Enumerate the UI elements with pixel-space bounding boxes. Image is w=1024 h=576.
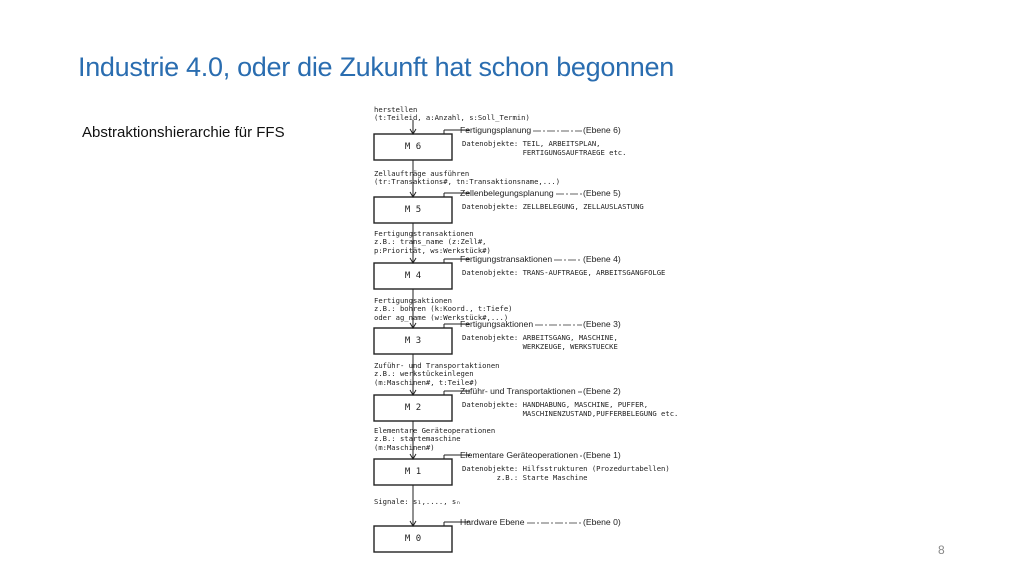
level-name: Fertigungsplanung (460, 125, 532, 135)
command-text: (m:Maschinen#) (374, 442, 435, 452)
data-objects-text: Datenobjekte: Hilfsstrukturen (Prozedurtabellen) (462, 464, 670, 473)
level-ebene: (Ebene 4) (583, 254, 621, 264)
module-box-label: M 0 (404, 534, 422, 544)
command-text: p:Priorität, ws:Werkstück#) (374, 245, 491, 255)
slide-subtitle: Abstraktionshierarchie für FFS (82, 124, 285, 141)
command-text: Elementare Geräteoperationen (374, 426, 496, 435)
module-box-label: M 4 (404, 271, 422, 281)
command-text: Fertigungsaktionen (374, 296, 452, 305)
data-objects-text: Datenobjekte: HANDHABUNG, MASCHINE, PUFFER, (462, 400, 649, 409)
command-text: Fertigungstransaktionen (374, 229, 474, 238)
command-text: herstellen (374, 105, 418, 114)
level-name: Fertigungsaktionen (460, 319, 534, 329)
data-objects-text: Datenobjekte: ARBEITSGANG, MASCHINE, (462, 333, 618, 342)
data-objects-text: WERKZEUGE, WERKSTUECKE (462, 341, 618, 351)
command-text: z.B.: trans_name (z:Zell#, (374, 237, 487, 247)
level-ebene: (Ebene 2) (583, 386, 621, 396)
command-text: Zellaufträge ausführen (374, 169, 470, 178)
data-objects-text: Datenobjekte: ZELLBELEGUNG, ZELLAUSLASTUNG (462, 202, 644, 211)
level-ebene: (Ebene 5) (583, 188, 621, 198)
page-number: 8 (938, 543, 945, 557)
level-name: Elementare Geräteoperationen (460, 450, 579, 460)
command-text: (m:Maschinen#, t:Teile#) (374, 377, 478, 387)
command-text: Signale: s₁,...., sₙ (374, 497, 461, 506)
level-name: Zuführ- und Transportaktionen (460, 386, 576, 396)
level-name: Fertigungstransaktionen (460, 254, 553, 264)
command-text: Zuführ- und Transportaktionen (374, 361, 500, 370)
data-objects-text: z.B.: Starte Maschine (462, 472, 588, 482)
command-text: oder ag_name (w:Werkstück#,...) (374, 312, 509, 322)
command-text: z.B.: werkstückeinlegen (374, 369, 474, 379)
command-text: (t:Teileid, a:Anzahl, s:Soll_Termin) (374, 113, 530, 123)
module-box-label: M 6 (404, 142, 422, 152)
module-box-label: M 3 (404, 336, 422, 346)
command-text: z.B.: bohren (k:Koord., t:Tiefe) (374, 304, 513, 314)
slide-title: Industrie 4.0, oder die Zukunft hat schon begonnen (78, 52, 674, 82)
module-box-label: M 1 (404, 467, 422, 477)
level-name: Hardware Ebene (460, 517, 525, 527)
module-box-label: M 5 (404, 205, 422, 215)
command-text: z.B.: startemaschine (374, 434, 461, 444)
data-objects-text: FERTIGUNGSAUFTRAEGE etc. (462, 147, 627, 157)
level-ebene: (Ebene 1) (583, 450, 621, 460)
data-objects-text: MASCHINENZUSTAND,PUFFERBELEGUNG etc. (462, 408, 679, 418)
data-objects-text: Datenobjekte: TEIL, ARBEITSPLAN, (462, 139, 601, 148)
level-name: Zellenbelegungsplanung (460, 188, 554, 198)
hierarchy-diagram (362, 100, 679, 556)
level-ebene: (Ebene 0) (583, 517, 621, 527)
command-text: (tr:Transaktions#, tn:Transaktionsname,...) (374, 177, 561, 187)
data-objects-text: Datenobjekte: TRANS-AUFTRAEGE, ARBEITSGANGFOLGE (462, 268, 666, 277)
level-ebene: (Ebene 3) (583, 319, 621, 329)
module-box-label: M 2 (404, 403, 422, 413)
level-ebene: (Ebene 6) (583, 125, 621, 135)
